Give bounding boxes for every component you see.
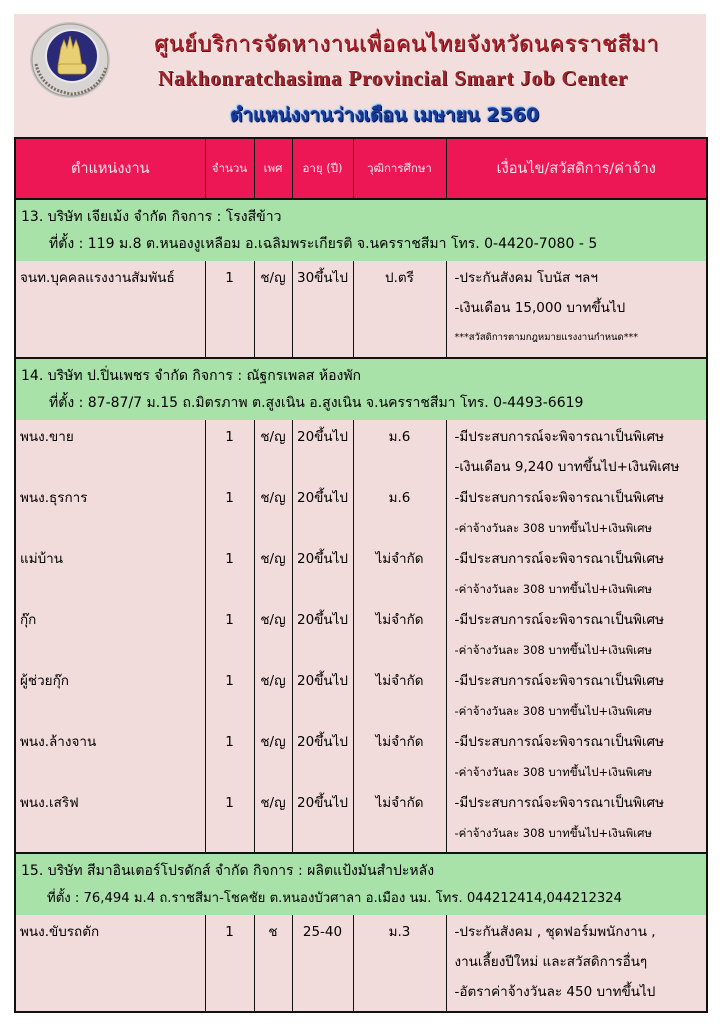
job-education: ไม่จำกัด	[353, 604, 446, 665]
job-count: 1	[205, 420, 254, 482]
job-education: ม.6	[353, 482, 446, 543]
condition-line: -ค่าจ้างวันละ 308 บาทขึ้นไป+เงินพิเศษ	[454, 826, 652, 840]
company-title: 14. บริษัท ป.ปิ่นเพชร จำกัด กิจการ : ณัฐกรเพลส ห้องพัก	[21, 368, 362, 384]
job-education: ไม่จำกัด	[353, 543, 446, 604]
job-position: พนง.เสริฟ	[15, 787, 205, 853]
job-education: ป.ตรี	[353, 261, 446, 358]
job-conditions	[446, 543, 707, 604]
condition-line: -ค่าจ้างวันละ 308 บาทขึ้นไป+เงินพิเศษ	[454, 643, 652, 657]
job-position: พนง.ธุรการ	[15, 482, 205, 543]
condition-line: -มีประสบการณ์จะพิจารณาเป็นพิเศษ	[454, 673, 664, 689]
job-conditions	[446, 787, 707, 853]
company-title: 13. บริษัท เจียเม้ง จำกัด กิจการ : โรงสีข้าว	[21, 209, 282, 225]
job-education: ม.3	[353, 915, 446, 1012]
job-gender: ช/ญ	[254, 482, 292, 543]
job-conditions	[446, 604, 707, 665]
job-position: กุ๊ก	[15, 604, 205, 665]
condition-line: -มีประสบการณ์จะพิจารณาเป็นพิเศษ	[454, 490, 664, 506]
job-conditions	[446, 726, 707, 787]
job-education: ไม่จำกัด	[353, 665, 446, 726]
condition-line: -ค่าจ้างวันละ 308 บาทขึ้นไป+เงินพิเศษ	[454, 704, 652, 718]
job-count: 1	[205, 915, 254, 1012]
job-conditions	[446, 665, 707, 726]
job-position: พนง.ขับรถตัก	[15, 915, 205, 1012]
job-age: 20ขึ้นไป	[292, 482, 353, 543]
job-conditions	[446, 261, 707, 358]
job-count: 1	[205, 726, 254, 787]
column-header-count: จำนวน	[205, 138, 254, 199]
header-banner	[14, 14, 706, 137]
company-row	[15, 199, 707, 261]
job-age: 20ขึ้นไป	[292, 787, 353, 853]
condition-line: -อัตราค่าจ้างวันละ 450 บาทขึ้นไป	[454, 984, 656, 1000]
company-address: ที่ตั้ง : 119 ม.8 ต.หนองงูเหลือม อ.เฉลิมพระเกียรติ จ.นครราชสีมา โทร. 0-4420-7080 - 5	[49, 236, 598, 252]
job-count: 1	[205, 482, 254, 543]
column-header-position: ตำแหน่งงาน	[15, 138, 205, 199]
table-row	[15, 604, 707, 665]
condition-line: -ประกันสังคม , ชุดฟอร์มพนักงาน ,	[454, 924, 656, 940]
company-address: ที่ตั้ง : 76,494 ม.4 ถ.ราชสีมา-โชคชัย ต.หนองบัวศาลา อ.เมือง นม. โทร. 044212414,044212324	[47, 891, 623, 906]
job-position: พนง.ขาย	[15, 420, 205, 482]
company-title: 15. บริษัท สีมาอินเตอร์โปรดักส์ จำกัด กิจการ : ผลิตแป้งมันสำปะหลัง	[21, 863, 435, 879]
job-conditions	[446, 482, 707, 543]
condition-line: -ประกันสังคม โบนัส ฯลฯ	[454, 270, 598, 286]
job-count: 1	[205, 665, 254, 726]
job-position: จนท.บุคคลแรงงานสัมพันธ์	[15, 261, 205, 358]
job-age: 20ขึ้นไป	[292, 543, 353, 604]
column-header-age: อายุ (ปี)	[292, 138, 353, 199]
table-row	[15, 482, 707, 543]
job-gender: ช/ญ	[254, 261, 292, 358]
condition-line: -มีประสบการณ์จะพิจารณาเป็นพิเศษ	[454, 612, 664, 628]
condition-line: ***สวัสดิการตามกฎหมายแรงงานกำหนด***	[454, 332, 638, 343]
condition-line: -เงินเดือน 9,240 บาทขึ้นไป+เงินพิเศษ	[454, 459, 680, 475]
job-count: 1	[205, 543, 254, 604]
job-gender: ช	[254, 915, 292, 1012]
job-age: 20ขึ้นไป	[292, 726, 353, 787]
job-education: ไม่จำกัด	[353, 787, 446, 853]
table-header-row	[15, 138, 707, 199]
column-header-gender: เพศ	[254, 138, 292, 199]
job-education: ม.6	[353, 420, 446, 482]
condition-line: -มีประสบการณ์จะพิจารณาเป็นพิเศษ	[454, 429, 664, 445]
condition-line: -มีประสบการณ์จะพิจารณาเป็นพิเศษ	[454, 795, 664, 811]
job-conditions	[446, 420, 707, 482]
job-education: ไม่จำกัด	[353, 726, 446, 787]
job-age: 25-40	[292, 915, 353, 1012]
center-title-english: Nakhonratchasima Provincial Smart Job Center	[158, 66, 628, 90]
vacancies-month-subtitle: ตำแหน่งงานว่างเดือน เมษายน 2560	[230, 104, 540, 126]
job-count: 1	[205, 787, 254, 853]
company-address: ที่ตั้ง : 87-87/7 ม.15 ถ.มิตรภาพ ต.สูงเนิน อ.สูงเนิน จ.นครราชสีมา โทร. 0-4493-6619	[49, 395, 584, 411]
job-age: 20ขึ้นไป	[292, 420, 353, 482]
job-gender: ช/ญ	[254, 726, 292, 787]
center-title-thai: ศูนย์บริการจัดหางานเพื่อคนไทยจังหวัดนครราชสีมา	[154, 32, 660, 57]
job-age: 20ขึ้นไป	[292, 604, 353, 665]
condition-line: งานเลี้ยงปีใหม่ และสวัสดิการอื่นๆ	[454, 954, 648, 970]
job-gender: ช/ญ	[254, 543, 292, 604]
condition-line: -เงินเดือน 15,000 บาทขึ้นไป	[454, 300, 626, 316]
company-row	[15, 853, 707, 915]
company-row	[15, 358, 707, 420]
column-header-conditions: เงื่อนไข/สวัสดิการ/ค่าจ้าง	[446, 138, 707, 199]
table-row	[15, 915, 707, 1012]
table-row	[15, 665, 707, 726]
job-position: ผู้ช่วยกุ๊ก	[15, 665, 205, 726]
condition-line: -มีประสบการณ์จะพิจารณาเป็นพิเศษ	[454, 734, 664, 750]
job-age: 20ขึ้นไป	[292, 665, 353, 726]
job-gender: ช/ญ	[254, 604, 292, 665]
table-row	[15, 726, 707, 787]
condition-line: -ค่าจ้างวันละ 308 บาทขึ้นไป+เงินพิเศษ	[454, 582, 652, 596]
department-seal-logo-icon	[28, 20, 112, 100]
job-gender: ช/ญ	[254, 787, 292, 853]
table-row	[15, 261, 707, 358]
table-row	[15, 420, 707, 482]
job-gender: ช/ญ	[254, 665, 292, 726]
table-row	[15, 543, 707, 604]
condition-line: -ค่าจ้างวันละ 308 บาทขึ้นไป+เงินพิเศษ	[454, 521, 652, 535]
job-position: พนง.ล้างจาน	[15, 726, 205, 787]
job-age: 30ขึ้นไป	[292, 261, 353, 358]
job-conditions	[446, 915, 707, 1012]
condition-line: -มีประสบการณ์จะพิจารณาเป็นพิเศษ	[454, 551, 664, 567]
job-count: 1	[205, 261, 254, 358]
job-position: แม่บ้าน	[15, 543, 205, 604]
job-count: 1	[205, 604, 254, 665]
column-header-education: วุฒิการศึกษา	[353, 138, 446, 199]
job-vacancies-table	[14, 137, 708, 1013]
job-gender: ช/ญ	[254, 420, 292, 482]
condition-line: -ค่าจ้างวันละ 308 บาทขึ้นไป+เงินพิเศษ	[454, 765, 652, 779]
table-row	[15, 787, 707, 853]
